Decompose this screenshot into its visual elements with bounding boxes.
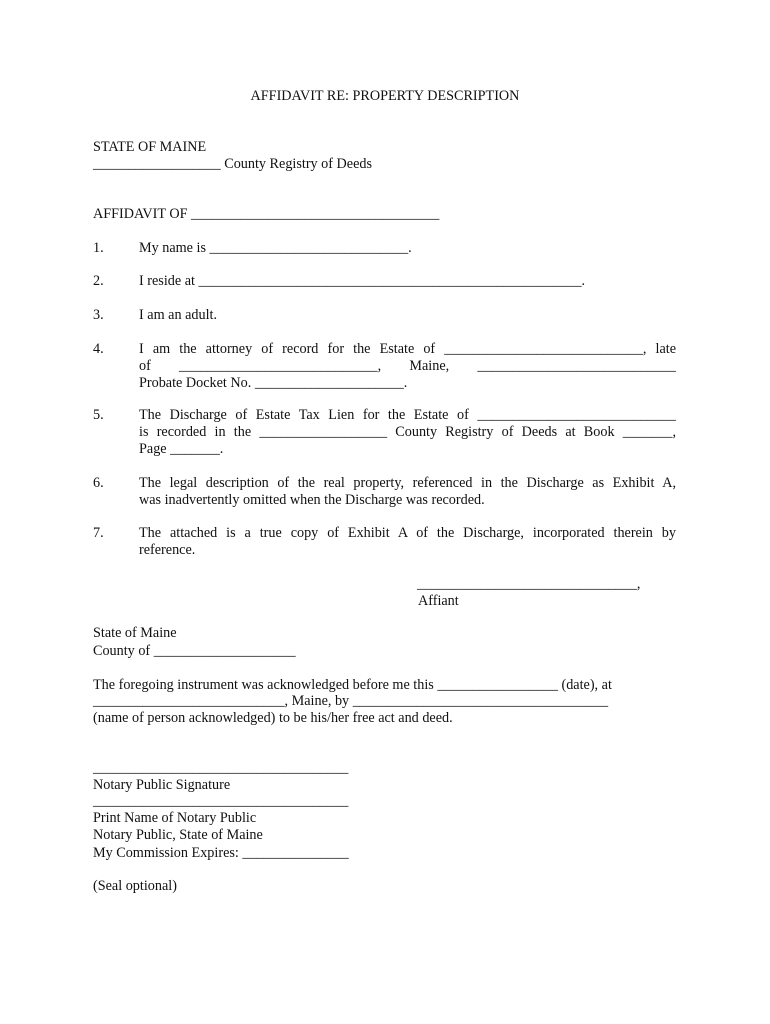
venue-state: State of Maine [93,625,177,641]
item-7-text [139,525,676,559]
item-line: I am an adult. [139,307,218,323]
document-title: AFFIDAVIT RE: PROPERTY DESCRIPTION [250,88,520,104]
venue-county: County of ____________________ [93,643,296,659]
acknowledgment-line2: ___________________________, Maine, by ____________________________________ [93,693,609,709]
item-1-text [139,240,676,257]
item-2-text [139,273,676,290]
item-line: was inadvertently omitted when the Discharge was recorded. [139,492,485,508]
item-number: 5. [93,407,104,423]
notary-print-line: ____________________________________ [93,793,349,809]
item-4-text [139,341,676,392]
acknowledgment-line1: The foregoing instrument was acknowledged before me this _________________ (date), at [93,677,612,693]
affidavit-of-line: AFFIDAVIT OF ___________________________________ [93,206,440,222]
item-line: of ____________________________, Maine, ____________________________ [139,358,676,374]
item-line: I am the attorney of record for the Estate of ____________________________, late [139,341,676,357]
item-line: My name is ____________________________. [139,240,412,256]
item-line: reference. [139,542,196,558]
item-line: Probate Docket No. _____________________. [139,375,408,391]
notary-signature-label: Notary Public Signature [93,777,231,793]
notary-print-label: Print Name of Notary Public [93,810,257,826]
notary-state-label: Notary Public, State of Maine [93,827,263,843]
item-line: The attached is a true copy of Exhibit A of the Discharge, incorporated therein by [139,525,676,541]
item-number: 3. [93,307,104,323]
item-line: is recorded in the __________________ County Registry of Deeds at Book _______, [139,424,676,440]
item-number: 7. [93,525,104,541]
item-line: The Discharge of Estate Tax Lien for the Estate of ____________________________ [139,407,676,423]
item-line: The legal description of the real property, referenced in the Discharge as Exhibit A, [139,475,676,491]
acknowledgment-line3: (name of person acknowledged) to be his/her free act and deed. [93,710,453,726]
item-6-text [139,475,676,509]
state-header-line2: __________________ County Registry of Deeds [93,156,373,172]
seal-note: (Seal optional) [93,878,177,894]
item-number: 1. [93,240,104,256]
item-number: 2. [93,273,104,289]
item-line: Page _______. [139,441,224,457]
notary-commission: My Commission Expires: _______________ [93,845,349,861]
item-5-text [139,407,676,458]
notary-signature-line: ____________________________________ [93,760,349,776]
affiant-signature-line: _______________________________, [417,576,641,592]
item-3-text [139,307,676,324]
item-number: 4. [93,341,104,357]
item-line: I reside at ______________________________________________________. [139,273,586,289]
affiant-label: Affiant [418,593,459,609]
item-number: 6. [93,475,104,491]
state-header-line1: STATE OF MAINE [93,139,207,155]
